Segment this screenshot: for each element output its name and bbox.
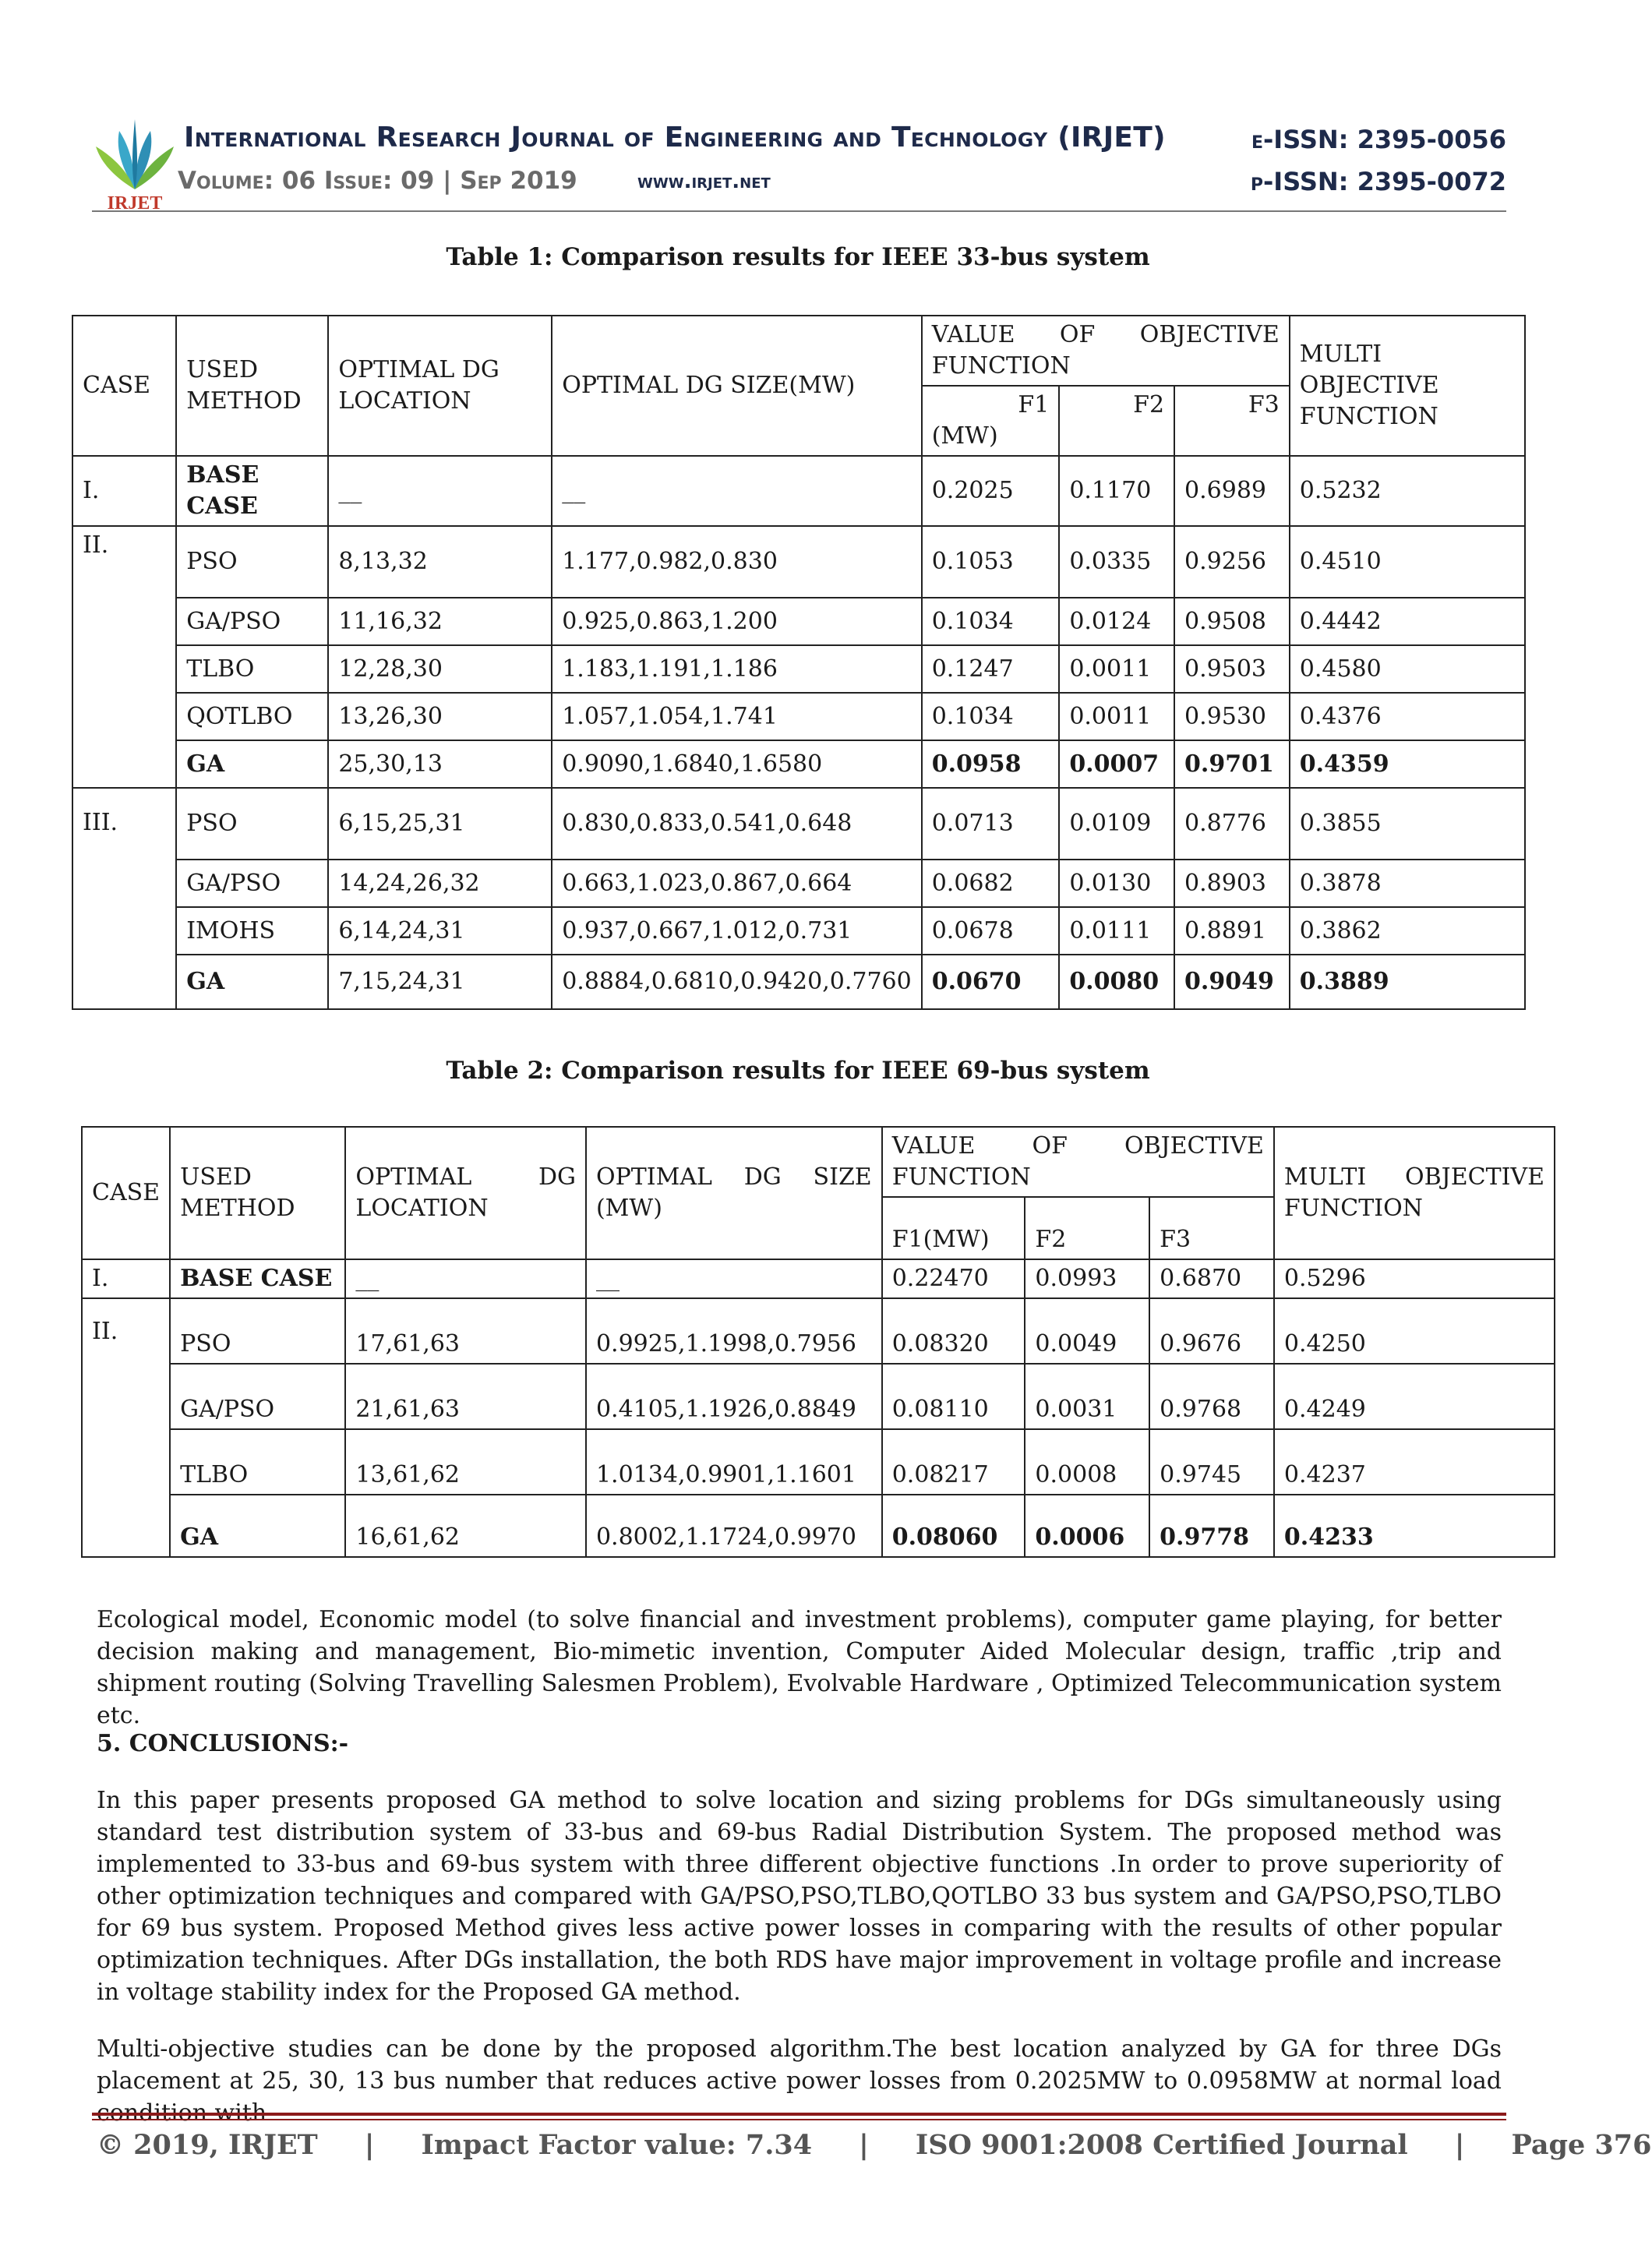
page-header [92,115,1506,217]
t1-header-f3: F3 [1174,386,1290,456]
cell-location: __ [345,1259,586,1298]
cell-f2: 0.0109 [1059,788,1174,860]
table-row [82,1364,1555,1429]
cell-location: 13,61,62 [345,1429,586,1495]
cell-f1: 0.08110 [882,1364,1025,1429]
cell-f1: 0.08060 [882,1495,1025,1557]
cell-f1: 0.08320 [882,1298,1025,1364]
volume-info: Volume: 06 Issue: 09 | Sep 2019 [178,167,577,195]
cell-f2: 0.0335 [1059,526,1174,598]
cell-method: PSO [176,526,328,598]
cell-method: QOTLBO [176,693,328,740]
cell-method: GA [176,740,328,788]
cell-f3: 0.9508 [1174,598,1290,645]
table-row [72,955,1525,1009]
t2-header-multi: MULTI OBJECTIVE FUNCTION [1274,1127,1555,1259]
cell-f2: 0.0006 [1025,1495,1149,1557]
cell-f3: 0.9503 [1174,645,1290,693]
cell-method: PSO [176,788,328,860]
cell-multi: 0.4233 [1274,1495,1555,1557]
cell-location: 16,61,62 [345,1495,586,1557]
cell-f3: 0.9676 [1149,1298,1274,1364]
cell-location: 25,30,13 [328,740,552,788]
footer-iso: ISO 9001:2008 Certified Journal [915,2129,1408,2161]
cell-method: TLBO [170,1429,345,1495]
cell-location: 6,15,25,31 [328,788,552,860]
cell-multi: 0.3862 [1290,907,1525,955]
t1-header-location: OPTIMAL DG LOCATION [328,316,552,456]
t2-header-objective-line2: FUNCTION [891,1163,1031,1191]
table-row [72,598,1525,645]
table2 [81,1126,1555,1558]
cell-method: GA [170,1495,345,1557]
cell-method: BASE CASE [170,1259,345,1298]
t1-header-method: USED METHOD [176,316,328,456]
table1-caption: Table 1: Comparison results for IEEE 33-bus system [446,243,1150,271]
paragraph-conclusions: In this paper presents proposed GA method to solve location and sizing problems for DGs simultaneously using standard test distribution system of 33-bus and 69-bus Radial Distribution System. The proposed method was implemented to 33-bus and 69-bus system with three different objective functions .In order to prove superiority of other optimization techniques and compared with GA/PSO,PSO,TLBO,QOTLBO 33 bus system and GA/PSO,PSO,TLBO for 69 bus system. Proposed Method gives less active power losses in comparing with the results of other popular optimization techniques. After DGs installation, the both RDS have major improvement in voltage profile and increase in voltage stability index for the Proposed GA method. [97,1787,1502,2006]
t1-header-objective-line1: VALUE OF OBJECTIVE [931,321,1280,348]
cell-size: 0.9925,1.1998,0.7956 [586,1298,882,1364]
t1-header-f1-label: F1 [1018,391,1050,418]
cell-f1: 0.1053 [922,526,1060,598]
cell-f1: 0.0958 [922,740,1060,788]
table-row [72,456,1525,526]
cell-f3: 0.8776 [1174,788,1290,860]
cell-location: 14,24,26,32 [328,860,552,907]
cell-case: I. [82,1259,170,1298]
cell-f1: 0.0713 [922,788,1060,860]
page-footer [97,2129,1652,2161]
cell-method: GA/PSO [170,1364,345,1429]
cell-f2: 0.0049 [1025,1298,1149,1364]
cell-location: 11,16,32 [328,598,552,645]
cell-method: IMOHS [176,907,328,955]
t1-header-size: OPTIMAL DG SIZE(MW) [552,316,922,456]
t1-header-objective [922,316,1290,386]
table-row [72,788,1525,860]
cell-multi: 0.4249 [1274,1364,1555,1429]
table-row [82,1429,1555,1495]
t2-header-location: OPTIMAL DG LOCATION [345,1127,586,1259]
t2-header-size: OPTIMAL DG SIZE (MW) [586,1127,882,1259]
cell-size: 0.937,0.667,1.012,0.731 [552,907,922,955]
cell-method: GA/PSO [176,598,328,645]
cell-f1: 0.22470 [882,1259,1025,1298]
cell-size: 0.830,0.833,0.541,0.648 [552,788,922,860]
cell-size: 1.057,1.054,1.741 [552,693,922,740]
journal-title: International Research Journal of Engineering and Technology (IRJET) [184,122,1166,154]
header-divider [92,210,1506,212]
cell-f3: 0.9049 [1174,955,1290,1009]
cell-method: PSO [170,1298,345,1364]
cell-size: 1.183,1.191,1.186 [552,645,922,693]
cell-f2: 0.0008 [1025,1429,1149,1495]
cell-location: 13,26,30 [328,693,552,740]
cell-multi: 0.4359 [1290,740,1525,788]
cell-f1: 0.1247 [922,645,1060,693]
table-row [72,645,1525,693]
cell-multi: 0.4442 [1290,598,1525,645]
cell-size: 0.925,0.863,1.200 [552,598,922,645]
footer-page-number: Page 376 [1511,2129,1652,2161]
cell-size: 1.0134,0.9901,1.1601 [586,1429,882,1495]
cell-f2: 0.1170 [1059,456,1174,526]
section-heading-conclusions: 5. CONCLUSIONS:- [97,1730,349,1757]
cell-f1: 0.2025 [922,456,1060,526]
t1-header-f2: F2 [1059,386,1174,456]
cell-f2: 0.0124 [1059,598,1174,645]
cell-size: 0.8002,1.1724,0.9970 [586,1495,882,1557]
cell-location: __ [328,456,552,526]
cell-f2: 0.0011 [1059,645,1174,693]
cell-size: __ [586,1259,882,1298]
cell-location: 7,15,24,31 [328,955,552,1009]
paragraph-multi-objective: Multi-objective studies can be done by the proposed algorithm.The best location analyzed by GA for three DGs placement at 25, 30, 13 bus number that reduces active power losses from 0.2025MW to 0.0958MW at normal load condition with [97,2035,1502,2127]
cell-multi: 0.4376 [1290,693,1525,740]
t2-header-objective [882,1127,1274,1197]
cell-size: 0.8884,0.6810,0.9420,0.7760 [552,955,922,1009]
cell-f3: 0.6870 [1149,1259,1274,1298]
footer-separator: | [859,2129,869,2161]
table-row [82,1259,1555,1298]
t1-header-multi: MULTI OBJECTIVE FUNCTION [1290,316,1525,456]
cell-f1: 0.0678 [922,907,1060,955]
t2-header-case: CASE [82,1127,170,1259]
cell-size: 0.4105,1.1926,0.8849 [586,1364,882,1429]
footer-divider-thin [92,2119,1506,2120]
cell-size: 1.177,0.982,0.830 [552,526,922,598]
cell-case: II. [82,1298,170,1557]
cell-f2: 0.0011 [1059,693,1174,740]
footer-separator: | [1454,2129,1465,2161]
p-issn: p-ISSN: 2395-0072 [1250,167,1506,196]
cell-f3: 0.9778 [1149,1495,1274,1557]
irjet-logo [92,115,178,213]
cell-f3: 0.8903 [1174,860,1290,907]
cell-f3: 0.8891 [1174,907,1290,955]
cell-size: __ [552,456,922,526]
cell-multi: 0.5296 [1274,1259,1555,1298]
cell-case: III. [72,788,176,1009]
t1-header-f1-unit: (MW) [931,422,998,450]
cell-multi: 0.3855 [1290,788,1525,860]
table-row [72,740,1525,788]
svg-text:IRJET: IRJET [107,193,163,214]
footer-copyright: © 2019, IRJET [97,2129,318,2161]
cell-f2: 0.0993 [1025,1259,1149,1298]
cell-multi: 0.3878 [1290,860,1525,907]
cell-multi: 0.4237 [1274,1429,1555,1495]
cell-f3: 0.9256 [1174,526,1290,598]
cell-method: GA [176,955,328,1009]
cell-f3: 0.9768 [1149,1364,1274,1429]
cell-location: 6,14,24,31 [328,907,552,955]
table-row [72,860,1525,907]
t2-header-f2: F2 [1025,1197,1149,1259]
cell-case: I. [72,456,176,526]
cell-f1: 0.08217 [882,1429,1025,1495]
cell-size: 0.663,1.023,0.867,0.664 [552,860,922,907]
footer-divider [92,2113,1506,2116]
table-row [82,1495,1555,1557]
cell-method: TLBO [176,645,328,693]
cell-f1: 0.0670 [922,955,1060,1009]
cell-multi: 0.3889 [1290,955,1525,1009]
footer-separator: | [364,2129,375,2161]
cell-f1: 0.1034 [922,598,1060,645]
cell-f2: 0.0031 [1025,1364,1149,1429]
t1-header-case: CASE [72,316,176,456]
cell-f2: 0.0130 [1059,860,1174,907]
cell-multi: 0.4510 [1290,526,1525,598]
t2-header-f3: F3 [1149,1197,1274,1259]
cell-f3: 0.9745 [1149,1429,1274,1495]
table-row [72,907,1525,955]
cell-f1: 0.0682 [922,860,1060,907]
cell-method: BASE CASE [176,456,328,526]
table-row [72,693,1525,740]
t1-header-objective-line2: FUNCTION [931,352,1071,380]
t2-header-f1: F1(MW) [882,1197,1025,1259]
t1-header-f1 [922,386,1060,456]
cell-f3: 0.6989 [1174,456,1290,526]
table2-caption: Table 2: Comparison results for IEEE 69-bus system [446,1057,1150,1085]
cell-f1: 0.1034 [922,693,1060,740]
cell-location: 21,61,63 [345,1364,586,1429]
t2-header-method: USED METHOD [170,1127,345,1259]
e-issn: e-ISSN: 2395-0056 [1251,125,1506,154]
cell-f3: 0.9530 [1174,693,1290,740]
paragraph-applications: Ecological model, Economic model (to solve financial and investment problems), computer game playing, for better decision making and management, Bio-mimetic invention, Computer Aided Molecular design, traffic ,trip and shipment routing (Solving Travelling Salesmen Problem), Evolvable Hardware , Optimized Telecommunication system etc. [97,1606,1502,1729]
cell-method: GA/PSO [176,860,328,907]
table-row [82,1298,1555,1364]
t2-header-objective-line1: VALUE OF OBJECTIVE [891,1132,1264,1160]
cell-size: 0.9090,1.6840,1.6580 [552,740,922,788]
cell-f3: 0.9701 [1174,740,1290,788]
cell-case: II. [72,526,176,788]
table1 [72,315,1526,1010]
table-row [72,526,1525,598]
journal-website[interactable]: www.irjet.net [637,170,771,193]
cell-multi: 0.4580 [1290,645,1525,693]
cell-f2: 0.0007 [1059,740,1174,788]
cell-location: 17,61,63 [345,1298,586,1364]
cell-location: 12,28,30 [328,645,552,693]
cell-multi: 0.5232 [1290,456,1525,526]
cell-f2: 0.0111 [1059,907,1174,955]
footer-impact-factor: Impact Factor value: 7.34 [421,2129,813,2161]
cell-location: 8,13,32 [328,526,552,598]
cell-f2: 0.0080 [1059,955,1174,1009]
cell-multi: 0.4250 [1274,1298,1555,1364]
